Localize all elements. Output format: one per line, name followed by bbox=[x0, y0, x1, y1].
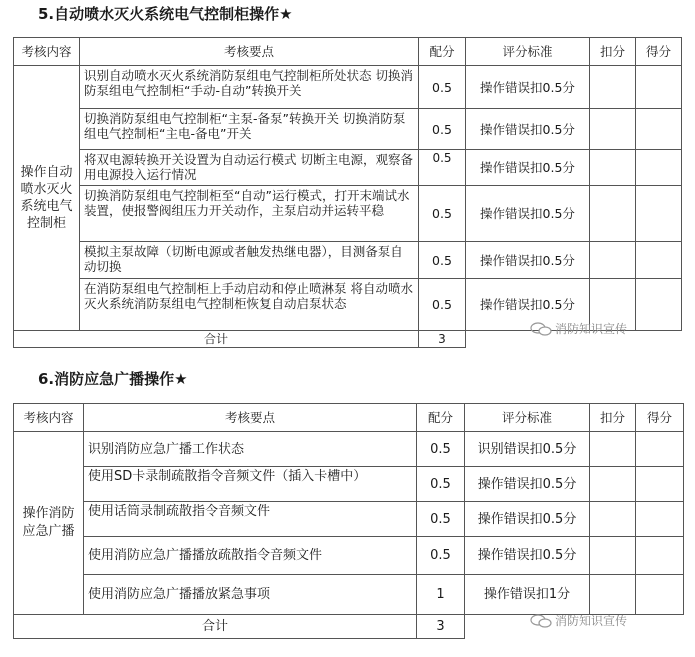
standard-cell: 操作错误扣0.5分 bbox=[466, 109, 590, 150]
earned-cell bbox=[636, 66, 682, 109]
section1-table bbox=[13, 37, 682, 348]
item-cell: 使用消防应急广播播放疏散指令音频文件 bbox=[84, 537, 417, 575]
table-row bbox=[14, 150, 682, 186]
deduct-cell bbox=[590, 575, 636, 615]
score-cell: 0.5 bbox=[417, 502, 465, 537]
header-content: 考核内容 bbox=[14, 404, 84, 432]
section2-title: 6.消防应急广播操作★ bbox=[38, 370, 188, 388]
total-score: 3 bbox=[417, 615, 465, 639]
earned-cell bbox=[636, 186, 682, 242]
item-cell: 将双电源转换开关设置为自动运行模式 切断主电源，观察备用电源投入运行情况 bbox=[80, 150, 419, 186]
earned-cell bbox=[636, 575, 684, 615]
standard-cell: 识别错误扣0.5分 bbox=[465, 432, 590, 467]
item-cell: 模拟主泵故障（切断电源或者触发热继电器），目测备泵自动切换 bbox=[80, 242, 419, 279]
item-cell: 使用消防应急广播播放紧急事项 bbox=[84, 575, 417, 615]
header-standard: 评分标准 bbox=[465, 404, 590, 432]
standard-cell: 操作错误扣0.5分 bbox=[465, 502, 590, 537]
standard-cell: 操作错误扣0.5分 bbox=[465, 467, 590, 502]
deduct-cell bbox=[590, 186, 636, 242]
table-header-row bbox=[14, 404, 684, 432]
header-deduct: 扣分 bbox=[590, 404, 636, 432]
standard-cell: 操作错误扣0.5分 bbox=[466, 242, 590, 279]
section1-title: 5.自动喷水灭火系统电气控制柜操作★ bbox=[38, 5, 293, 23]
watermark bbox=[530, 320, 627, 337]
standard-cell: 操作错误扣0.5分 bbox=[466, 66, 590, 109]
deduct-cell bbox=[590, 467, 636, 502]
standard-cell: 操作错误扣0.5分 bbox=[465, 537, 590, 575]
item-cell: 切换消防泵组电气控制柜至“自动”运行模式，打开末端试水装置，使报警阀组压力开关动作，主泵启动并运转平稳 bbox=[80, 186, 419, 242]
item-cell: 在消防泵组电气控制柜上手动启动和停止喷淋泵 将自动喷水灭火系统消防泵组电气控制柜恢复自动启泵状态 bbox=[80, 279, 419, 331]
watermark bbox=[530, 612, 627, 629]
score-cell: 0.5 bbox=[419, 242, 466, 279]
standard-cell: 操作错误扣1分 bbox=[465, 575, 590, 615]
header-earned: 得分 bbox=[636, 38, 682, 66]
earned-cell bbox=[636, 279, 682, 331]
deduct-cell bbox=[590, 150, 636, 186]
table-header-row bbox=[14, 38, 682, 66]
table-row bbox=[14, 186, 682, 242]
table-row bbox=[14, 537, 684, 575]
standard-cell: 操作错误扣0.5分 bbox=[466, 150, 590, 186]
deduct-cell bbox=[590, 537, 636, 575]
earned-cell bbox=[636, 150, 682, 186]
earned-cell bbox=[636, 502, 684, 537]
earned-cell bbox=[636, 537, 684, 575]
deduct-cell bbox=[590, 109, 636, 150]
deduct-cell bbox=[590, 432, 636, 467]
score-cell: 0.5 bbox=[419, 109, 466, 150]
section2-table bbox=[13, 403, 684, 639]
item-cell: 识别自动喷水灭火系统消防泵组电气控制柜所处状态 切换消防泵组电气控制柜“手动-自动”转换开关 bbox=[80, 66, 419, 109]
total-score: 3 bbox=[419, 331, 466, 348]
item-cell: 使用话筒录制疏散指令音频文件 bbox=[84, 502, 417, 537]
deduct-cell bbox=[590, 66, 636, 109]
earned-cell bbox=[636, 467, 684, 502]
header-score: 配分 bbox=[419, 38, 466, 66]
total-label: 合计 bbox=[14, 615, 417, 639]
deduct-cell bbox=[590, 242, 636, 279]
table-row bbox=[14, 575, 684, 615]
score-cell: 0.5 bbox=[419, 186, 466, 242]
earned-cell bbox=[636, 432, 684, 467]
table-row bbox=[14, 467, 684, 502]
header-points: 考核要点 bbox=[84, 404, 417, 432]
table-row bbox=[14, 109, 682, 150]
score-cell: 0.5 bbox=[419, 279, 466, 331]
chat-bubbles-icon bbox=[530, 322, 552, 336]
table-row bbox=[14, 432, 684, 467]
table-row bbox=[14, 242, 682, 279]
standard-cell: 操作错误扣0.5分 bbox=[466, 186, 590, 242]
score-cell: 0.5 bbox=[417, 537, 465, 575]
deduct-cell bbox=[590, 502, 636, 537]
table-row bbox=[14, 66, 682, 109]
item-cell: 使用SD卡录制疏散指令音频文件（插入卡槽中） bbox=[84, 467, 417, 502]
table-row bbox=[14, 502, 684, 537]
chat-bubbles-icon bbox=[530, 614, 552, 628]
score-cell: 1 bbox=[417, 575, 465, 615]
header-deduct: 扣分 bbox=[590, 38, 636, 66]
item-cell: 识别消防应急广播工作状态 bbox=[84, 432, 417, 467]
header-earned: 得分 bbox=[636, 404, 684, 432]
header-content: 考核内容 bbox=[14, 38, 80, 66]
score-cell: 0.5 bbox=[417, 467, 465, 502]
watermark-text: 消防知识宣传 bbox=[555, 614, 628, 628]
header-points: 考核要点 bbox=[80, 38, 419, 66]
category-cell: 操作消防应急广播 bbox=[14, 432, 84, 615]
score-cell: 0.5 bbox=[417, 432, 465, 467]
header-score: 配分 bbox=[417, 404, 465, 432]
header-standard: 评分标准 bbox=[466, 38, 590, 66]
score-cell: 0.5 bbox=[419, 150, 466, 186]
item-cell: 切换消防泵组电气控制柜“主泵-备泵”转换开关 切换消防泵组电气控制柜“主电-备电”开关 bbox=[80, 109, 419, 150]
score-cell: 0.5 bbox=[419, 66, 466, 109]
standard-cell: 操作错误扣0.5分 bbox=[466, 279, 590, 331]
earned-cell bbox=[636, 242, 682, 279]
earned-cell bbox=[636, 109, 682, 150]
watermark-text: 消防知识宣传 bbox=[555, 322, 628, 336]
total-label: 合计 bbox=[14, 331, 419, 348]
category-cell: 操作自动喷水灭火系统电气控制柜 bbox=[14, 66, 80, 331]
